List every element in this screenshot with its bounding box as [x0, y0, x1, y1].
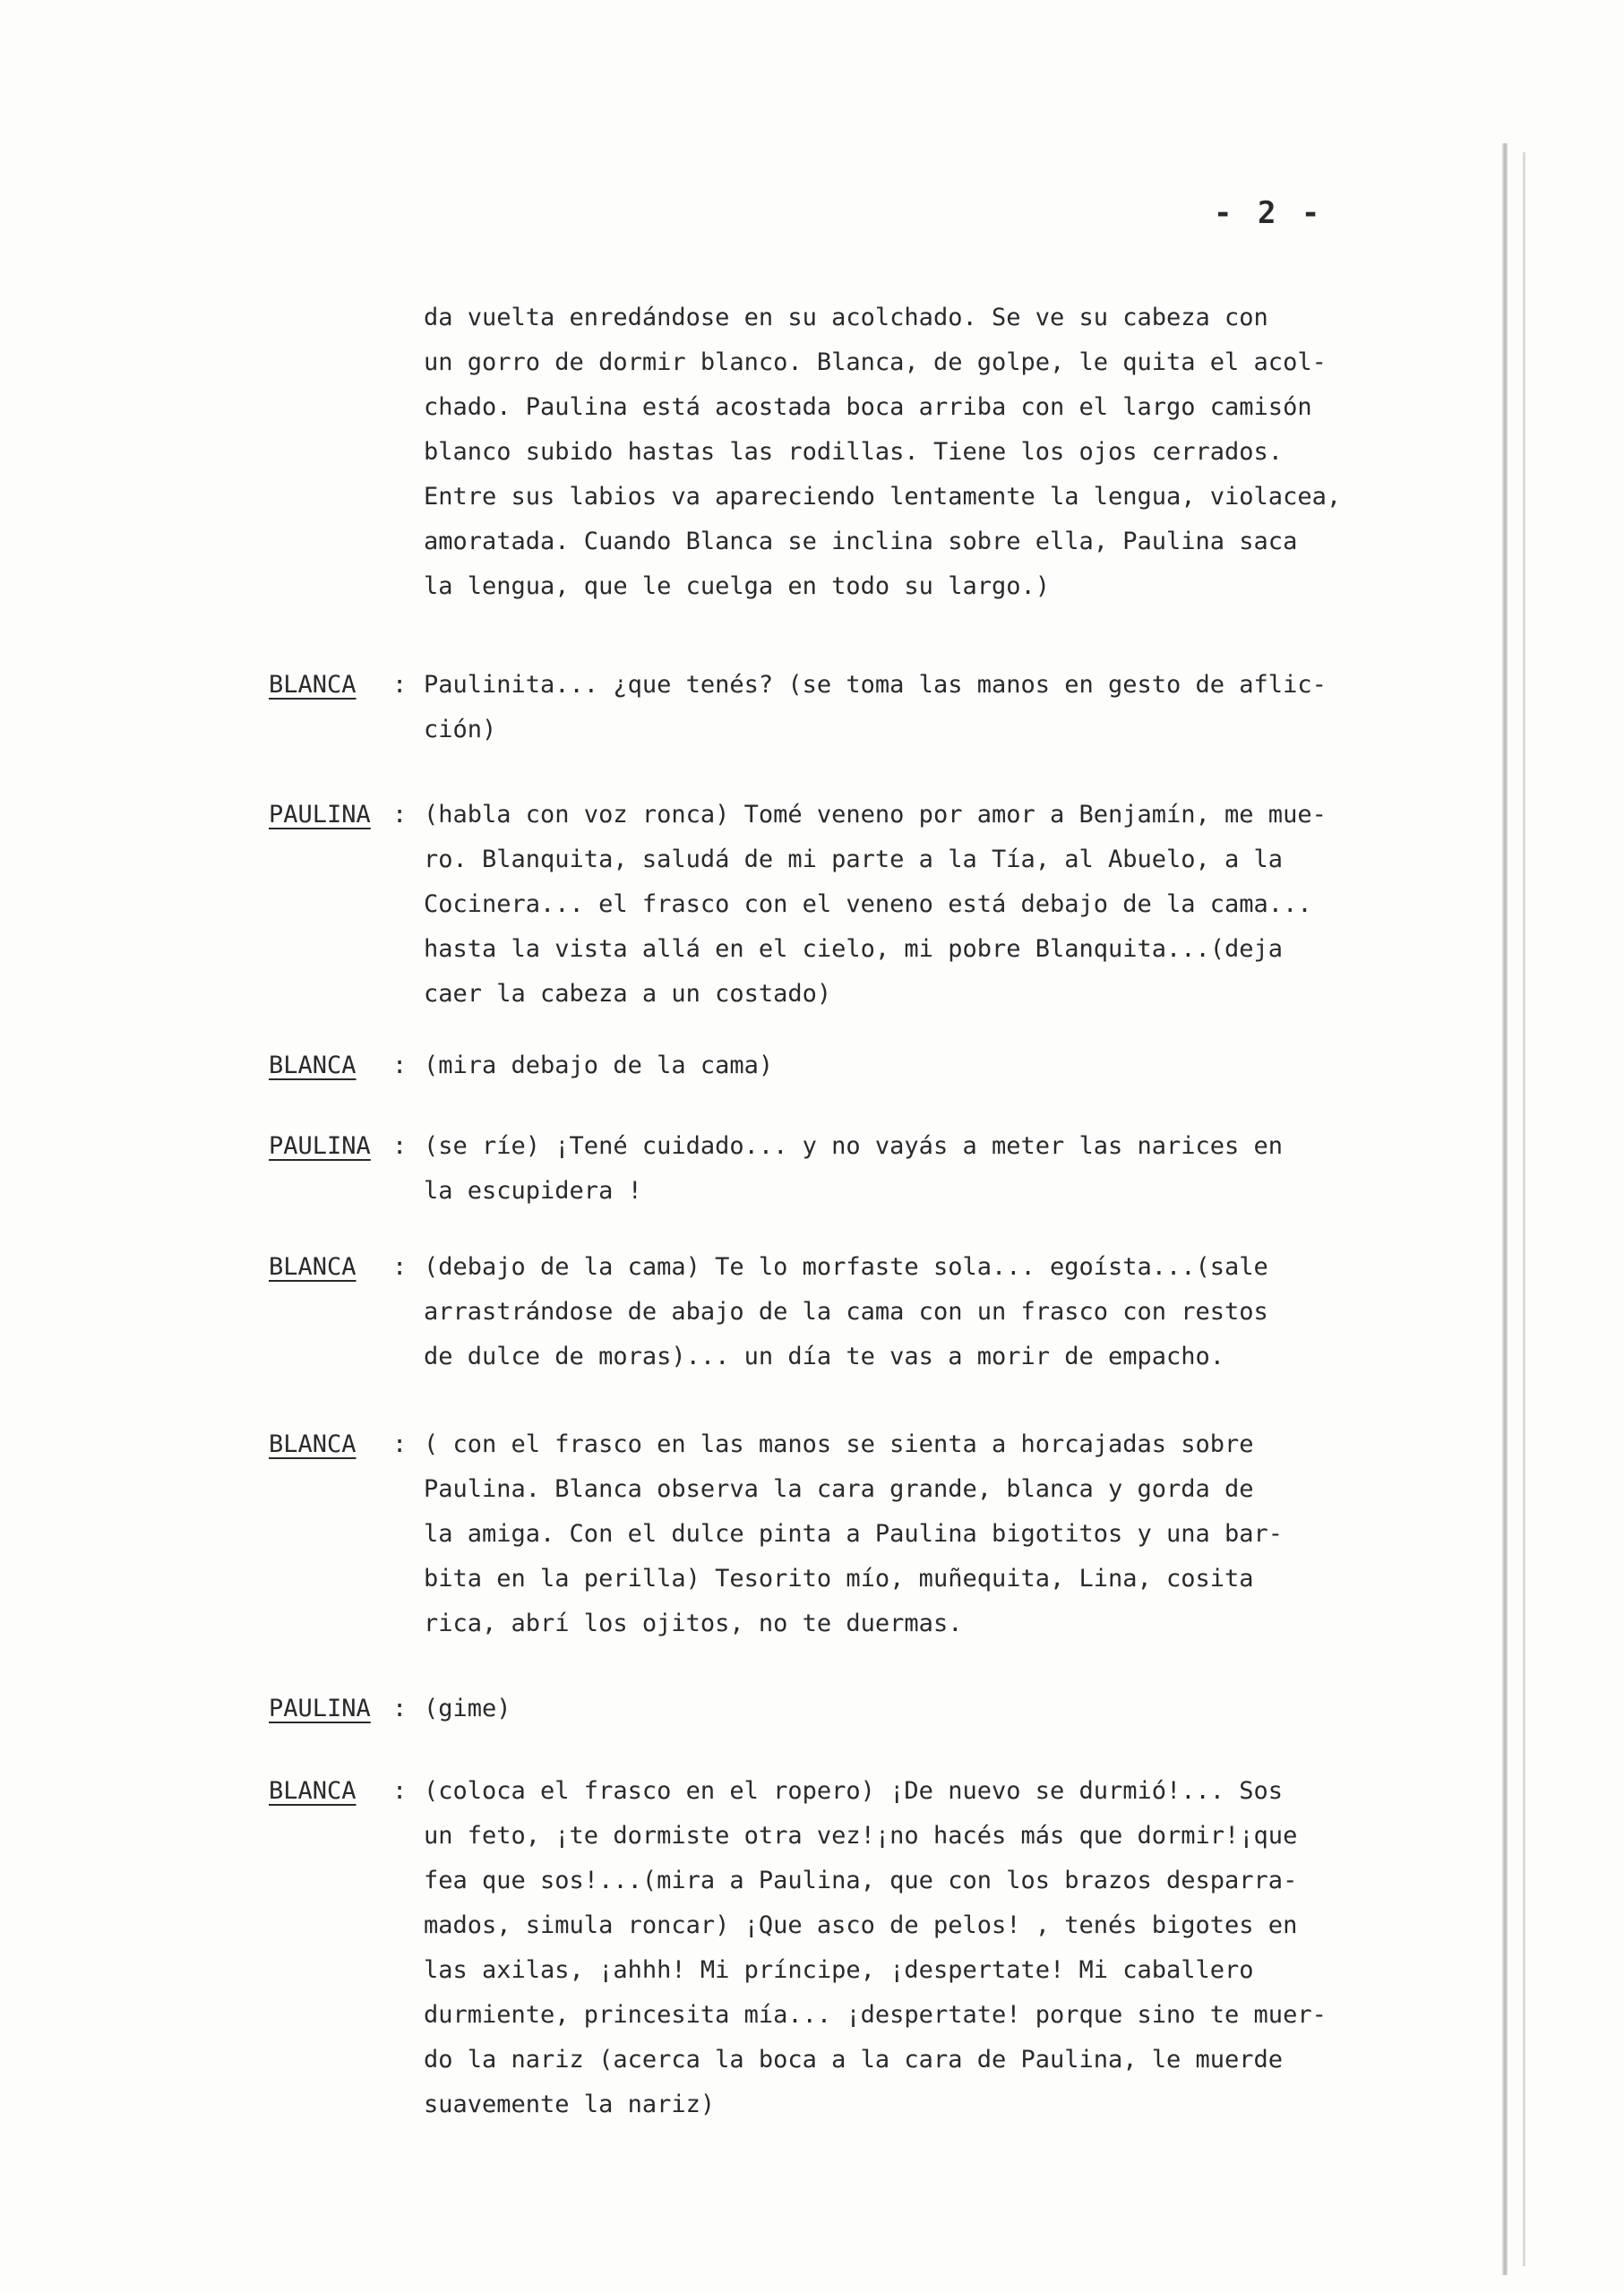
speaker-label: BLANCA	[269, 1430, 357, 1458]
speaker-colon: :	[392, 801, 408, 829]
dialogue-text: (mira debajo de la cama)	[424, 1052, 774, 1079]
dialogue-text: ( con el frasco en las manos se sienta a horcajadas sobre Paulina. Blanca observa la cara grande, blanca y gorda de la amiga. Con el dulce pinta a Paulina bigotitos y una bar- bita en la perilla) Tesorito mío, muñequita, Lina, cosita rica, abrí los ojitos, no te duermas.	[424, 1430, 1284, 1637]
speaker-colon: :	[392, 1052, 408, 1079]
page-edge-shadow	[1502, 143, 1508, 2275]
speaker-label: PAULINA	[269, 801, 371, 829]
speaker-label: PAULINA	[269, 1132, 371, 1160]
dialogue-text: Paulinita... ¿que tenés? (se toma las manos en gesto de aflic- ción)	[424, 671, 1327, 743]
page-edge-line	[1523, 152, 1525, 2266]
dialogue-text: (debajo de la cama) Te lo morfaste sola... egoísta...(sale arrastrándose de abajo de la cama con un frasco con restos de dulce de moras)... un día te vas a morir de empacho.	[424, 1253, 1268, 1370]
speaker-label: BLANCA	[269, 1052, 357, 1079]
speaker-label: BLANCA	[269, 671, 357, 699]
speaker-colon: :	[392, 1777, 408, 1805]
dialogue-text: (se ríe) ¡Tené cuidado... y no vayás a meter las narices en la escupidera !	[424, 1132, 1284, 1205]
speaker-colon: :	[392, 1132, 408, 1160]
speaker-colon: :	[392, 1695, 408, 1722]
dialogue-text: (coloca el frasco en el ropero) ¡De nuevo se durmió!... Sos un feto, ¡te dormiste otra vez!¡no hacés más que dormir!¡que fea que sos!...(mira a Paulina, que con los brazos desparra- mados, simula roncar) ¡Que asco de pelos! , tenés bigotes en las axilas, ¡ahhh! Mi príncipe, ¡despertate! Mi caballero durmiente, princesita mía... ¡despertate! porque sino te muer- do la nariz (acerca la boca a la cara de Paulina, le muerde suavemente la nariz)	[424, 1777, 1327, 2118]
page-number: - 2 -	[1214, 195, 1324, 231]
speaker-colon: :	[392, 1253, 408, 1281]
dialogue-text: (habla con voz ronca) Tomé veneno por amor a Benjamín, me mue- ro. Blanquita, saludá de mi parte a la Tía, al Abuelo, a la Cocinera... el frasco con el veneno está debajo de la cama... hasta la vista allá en el cielo, mi pobre Blanquita...(deja caer la cabeza a un costado)	[424, 801, 1327, 1008]
speaker-label: PAULINA	[269, 1695, 371, 1722]
speaker-colon: :	[392, 1430, 408, 1458]
dialogue-text: (gime)	[424, 1695, 511, 1722]
stage-direction: da vuelta enredándose en su acolchado. Se ve su cabeza con un gorro de dormir blanco. Blanca, de golpe, le quita el acol- chado. Paulina está acostada boca arriba con el largo camisón blanco subido hastas las rodillas. Tiene los ojos cerrados. Entre sus labios va apareciendo lentamente la lengua, violacea, amoratada. Cuando Blanca se inclina sobre ella, Paulina saca la lengua, que le cuelga en todo su largo.)	[424, 304, 1342, 600]
speaker-colon: :	[392, 671, 408, 699]
speaker-label: BLANCA	[269, 1777, 357, 1805]
speaker-label: BLANCA	[269, 1253, 357, 1281]
